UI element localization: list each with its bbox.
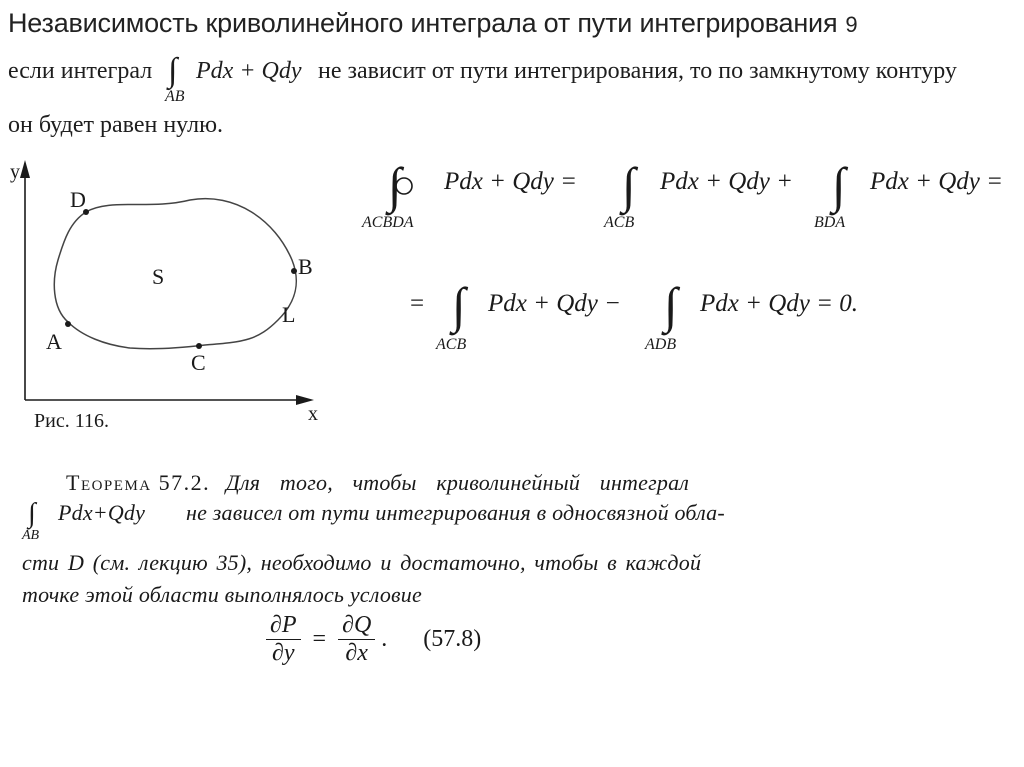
fraction-dp-dy — [266, 612, 301, 667]
region-s-label: S — [152, 264, 165, 289]
eq1-integral2-sign: ∫ — [622, 157, 636, 213]
intro-suffix: не зависит от пути интегрирования, то по замкнутому контуру — [318, 58, 957, 84]
page-number: 9 — [845, 12, 858, 37]
eq2-integrand2: Pdx + Qdy = 0. — [700, 290, 859, 317]
formula-equals: = — [312, 626, 327, 652]
figure-caption: Рис. 116. — [34, 410, 109, 432]
theorem-line4: точке этой области выполнялось условие — [22, 582, 422, 607]
eq2-sub1: ACB — [436, 336, 467, 353]
eq2-sub2: ADB — [645, 336, 677, 353]
eq1-sub3: BDA — [814, 214, 846, 231]
fraction-dx: ∂x — [345, 640, 368, 666]
theorem-line3: сти D (см. лекцию 35), необходимо и достаточно, чтобы в каждой — [22, 550, 702, 575]
title-text: Независимость криволинейного интеграла от пути интегрирования — [8, 8, 838, 38]
theorem-integrand: Pdx+Qdy — [58, 500, 146, 525]
eq1-integrand1: Pdx + Qdy = — [444, 168, 578, 195]
fraction-dy: ∂y — [272, 640, 295, 666]
eq2-integral1-sign: ∫ — [452, 277, 466, 333]
point-a-dot — [65, 321, 71, 327]
intro-line2: он будет равен нулю. — [8, 112, 224, 138]
theorem-line2: не зависел от пути интегрирования в односвязной обла- — [186, 500, 725, 525]
eq1-integrand2: Pdx + Qdy + — [660, 168, 794, 195]
contour-l-label: L — [282, 302, 296, 327]
theorem-label: Теорема 57.2. — [66, 470, 211, 495]
point-c-label: C — [191, 350, 206, 375]
theorem-line1 — [66, 470, 689, 496]
eq1-integral3-sign: ∫ — [832, 157, 846, 213]
formula-number: (57.8) — [423, 626, 482, 652]
theorem-integral-sub: AB — [22, 528, 40, 543]
point-a-label: A — [46, 329, 62, 354]
eq1-contour-integral-sign: ∫ — [388, 157, 402, 213]
eq1-integrand3: Pdx + Qdy = — [870, 168, 1004, 195]
eq2-lead: = — [410, 290, 425, 317]
point-c-dot — [196, 343, 202, 349]
page-title — [8, 8, 857, 39]
intro-integrand: Pdx + Qdy — [196, 58, 302, 84]
fraction-dq-dx — [338, 612, 375, 667]
fraction-dq: ∂Q — [338, 612, 375, 640]
intro-prefix: если интеграл — [8, 58, 153, 84]
point-b-label: B — [298, 254, 313, 279]
y-axis-label: y — [10, 161, 20, 183]
intro-integral-sub: AB — [165, 88, 185, 105]
theorem-integral-sign: ∫ — [28, 498, 36, 529]
fraction-dp: ∂P — [266, 612, 301, 640]
point-d-label: D — [70, 187, 86, 212]
point-b-dot — [291, 268, 297, 274]
eq1-contour-sub: ACBDA — [362, 214, 414, 231]
x-axis-label: x — [308, 403, 318, 425]
closed-contour — [54, 199, 296, 349]
y-axis-arrow — [20, 160, 30, 178]
eq1-contour-circle — [393, 175, 415, 197]
theorem-line1-text: Для того, чтобы криволинейный интеграл — [225, 470, 690, 495]
eq2-integral2-sign: ∫ — [664, 277, 678, 333]
formula-period: . — [381, 626, 388, 652]
contour-figure — [0, 150, 360, 440]
eq2-integrand1: Pdx + Qdy − — [488, 290, 622, 317]
condition-formula — [266, 612, 481, 667]
intro-integral-sign: ∫ — [168, 52, 178, 89]
eq1-sub2: ACB — [604, 214, 635, 231]
